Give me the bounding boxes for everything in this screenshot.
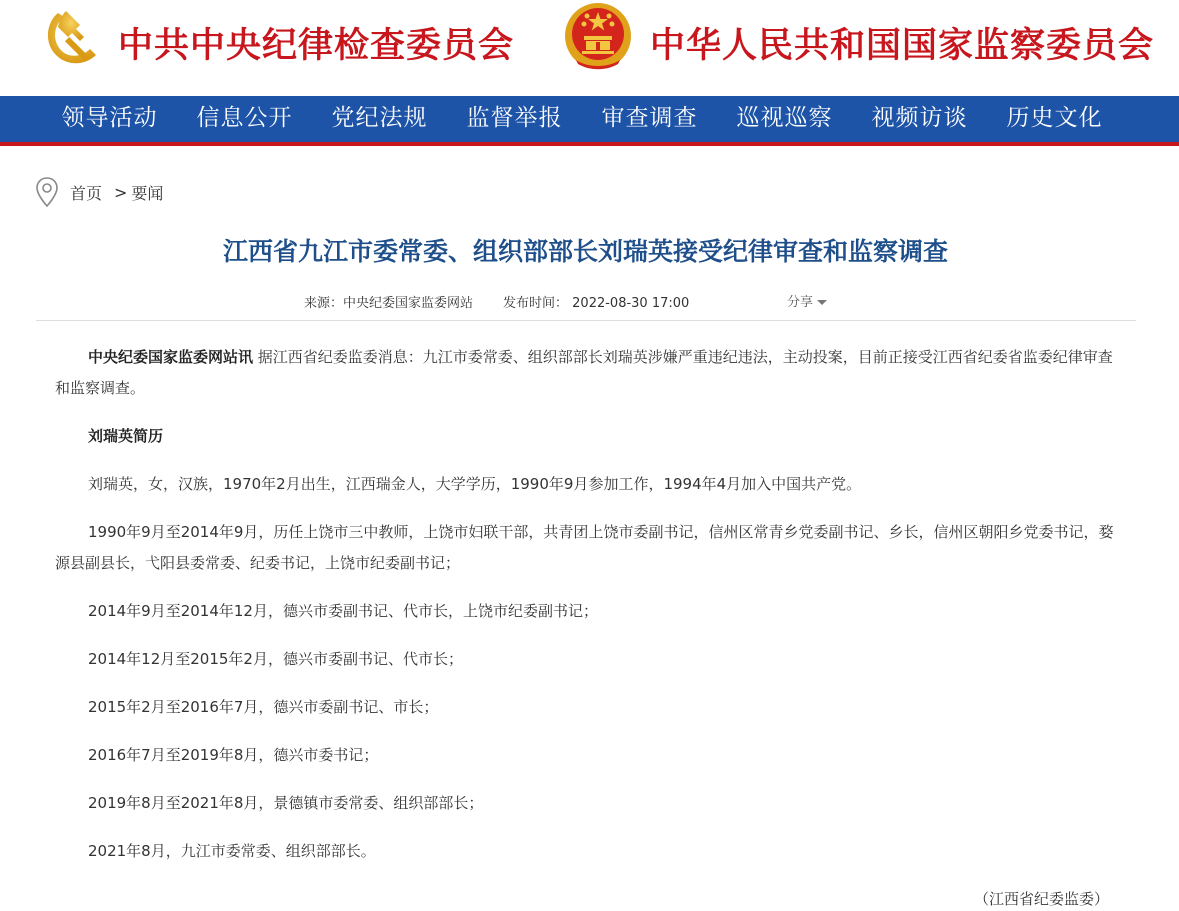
lead-paragraph xyxy=(55,342,1115,404)
lead-text: 据江西省纪委监委消息：九江市委常委、组织部部长刘瑞英涉嫌严重违纪违法，主动投案，目前正接受江西省纪委省监委纪律审查和监察调查。 xyxy=(55,348,1113,397)
bio-paragraph: 2019年8月至2021年8月，景德镇市委常委、组织部部长； xyxy=(88,794,484,812)
bio-paragraph: 刘瑞英，女，汉族，1970年2月出生，江西瑞金人，大学学历，1990年9月参加工作，1994年4月加入中国共产党。 xyxy=(88,475,862,493)
party-emblem-icon[interactable] xyxy=(38,5,104,69)
breadcrumb-separator: > xyxy=(114,182,128,202)
nav-divider xyxy=(0,142,1179,146)
national-emblem-icon[interactable] xyxy=(562,2,634,72)
nav-item-investigation[interactable]: 审查调查 xyxy=(601,105,698,131)
bio-paragraph: 2014年12月至2015年2月，德兴市委副书记、代市长； xyxy=(88,650,463,668)
chevron-down-icon xyxy=(817,300,827,305)
nav-item-supervision-report[interactable]: 监督举报 xyxy=(466,105,563,131)
breadcrumb-home-link[interactable]: 首页 xyxy=(70,183,103,203)
main-nav xyxy=(0,96,1179,142)
article-source: 来源：中央纪委国家监委网站 xyxy=(304,296,474,311)
site-header xyxy=(0,0,1179,96)
nav-item-video-interview[interactable]: 视频访谈 xyxy=(871,105,968,131)
bio-paragraph: 2021年8月，九江市委常委、组织部部长。 xyxy=(88,842,376,860)
bio-paragraph: 2015年2月至2016年7月，德兴市委副书记、市长； xyxy=(88,698,439,716)
left-site-title[interactable]: 中共中央纪律检查委员会 xyxy=(118,25,515,66)
article-publish-time: 发布时间： 2022-08-30 17:00 xyxy=(503,296,690,311)
article-body xyxy=(55,342,1115,867)
bio-paragraph: 2016年7月至2019年8月，德兴市委书记； xyxy=(88,746,379,764)
right-site-title[interactable]: 中华人民共和国国家监察委员会 xyxy=(650,25,1155,66)
breadcrumb-current-link[interactable]: 要闻 xyxy=(131,183,164,203)
nav-item-history-culture[interactable]: 历史文化 xyxy=(1006,105,1103,131)
bio-heading xyxy=(55,421,1115,452)
location-pin-icon xyxy=(34,176,60,208)
lead-bold: 中央纪委国家监委网站讯 xyxy=(88,348,254,366)
meta-divider xyxy=(36,320,1136,321)
breadcrumb xyxy=(34,176,163,208)
nav-list xyxy=(42,96,1122,142)
footer-source: （江西省纪委监委） xyxy=(974,890,1110,908)
share-button[interactable] xyxy=(787,291,827,310)
bio-paragraph: 1990年9月至2014年9月，历任上饶市三中教师，上饶市妇联干部，共青团上饶市委副书记，信州区常青乡党委副书记、乡长，信州区朝阳乡党委书记，婺源县副县长，弋阳县委常委、纪委书记，上饶市纪委副书记； xyxy=(55,523,1114,572)
share-label: 分享 xyxy=(787,295,814,310)
nav-item-inspection[interactable]: 巡视巡察 xyxy=(736,105,833,131)
bio-heading-text: 刘瑞英简历 xyxy=(88,427,164,445)
article-meta xyxy=(304,292,689,311)
nav-item-information[interactable]: 信息公开 xyxy=(196,105,293,131)
nav-item-regulations[interactable]: 党纪法规 xyxy=(331,105,428,131)
nav-item-leadership[interactable]: 领导活动 xyxy=(61,105,158,131)
bio-paragraph: 2014年9月至2014年12月，德兴市委副书记、代市长，上饶市纪委副书记； xyxy=(88,602,598,620)
article-title: 江西省九江市委常委、组织部部长刘瑞英接受纪律审查和监察调查 xyxy=(222,237,948,266)
